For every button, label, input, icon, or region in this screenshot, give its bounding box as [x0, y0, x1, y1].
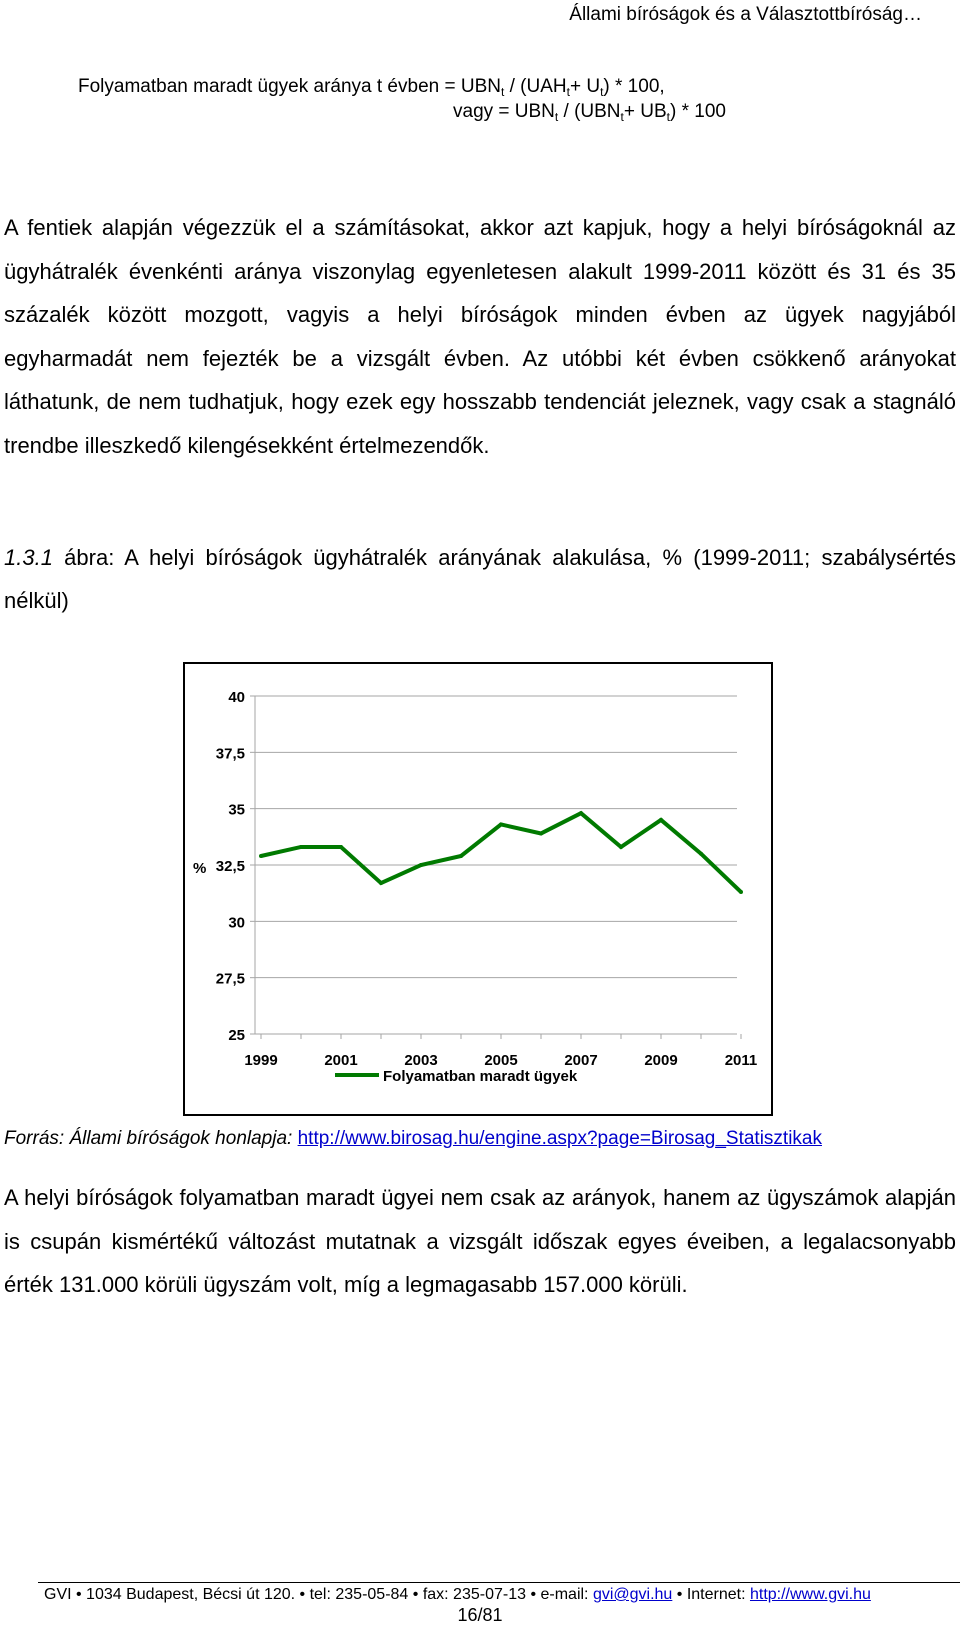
x-tick-label: 2005 [484, 1052, 518, 1069]
data-point [579, 811, 583, 815]
y-tick-label: 37,5 [215, 745, 245, 763]
data-point [499, 822, 503, 826]
y-tick-label: 35 [228, 801, 245, 819]
y-tick-label: 30 [228, 914, 245, 932]
y-tick-label: 32,5 [215, 858, 245, 875]
data-point [259, 854, 263, 858]
data-point [379, 881, 383, 885]
data-point [659, 818, 663, 822]
footer-contact: GVI • 1034 Budapest, Bécsi út 120. • tel: 235-05-84 • fax: 235-07-13 • e-mail: gvi@gvi.hu • Internet: http://www.gvi.hu [44, 1586, 871, 1603]
x-tick-label: 2003 [404, 1052, 438, 1069]
data-point [339, 845, 343, 849]
x-tick-label: 2007 [564, 1052, 598, 1069]
data-point [619, 845, 623, 849]
footer-website-link[interactable]: http://www.gvi.hu [749, 1586, 871, 1603]
y-tick-label: 25 [228, 1027, 245, 1044]
formula-line-1: Folyamatban maradt ügyek aránya t évben = $UBN_t / (UAH_t+ U_t) * 100$, [78, 76, 665, 99]
data-point [699, 852, 703, 856]
data-point [459, 854, 463, 858]
data-point [299, 845, 303, 849]
chart-frame [183, 662, 773, 1116]
source-label: Forrás: Állami bíróságok honlapja: [4, 1128, 298, 1149]
paragraph-caseload: A helyi bíróságok folyamatban maradt ügyei nem csak az arányok, hanem az ügyszámok alapján is csupán kismértékű változást mutatnak a vizsgált időszak egyes éveiben, a legalacsonyabb érték 131.000 körüli ügyszám volt, míg a legmagasabb 157.000 körüli. [4, 1185, 956, 1297]
figure-number: 1.3.1 [4, 545, 53, 570]
footer-email-link[interactable]: gvi@gvi.hu [592, 1586, 673, 1603]
page-number: 16/81 [457, 1605, 503, 1625]
source-note [4, 1128, 822, 1150]
y-tick-label: 40 [228, 689, 245, 706]
x-tick-label: 2009 [644, 1052, 678, 1069]
figure-caption [4, 536, 956, 622]
x-tick-label: 1999 [244, 1052, 278, 1069]
data-point [739, 890, 743, 894]
running-header: Állami bíróságok és a Választottbíróság… [569, 4, 922, 25]
line-chart [185, 664, 771, 1114]
footer-divider [38, 1582, 960, 1583]
legend-label: Folyamatban maradt ügyek [383, 1068, 578, 1085]
data-point [419, 863, 423, 867]
paragraph-analysis: A fentiek alapján végezzük el a számításokat, akkor azt kapjuk, hogy a helyi bíróságoknál az ügyhátralék évenkénti aránya viszonylag egyenletesen alakult 1999-2011 között és 31 és 35 százalék között mozgott, vagyis a helyi bíróságok minden évben az ügyek nagyjából egyharmadát nem fejezték be a vizsgált évben. Az utóbbi két évben csökkenő arányokat láthatunk, de nem tudhatjuk, hogy ezek egy hosszabb tendenciát jeleznek, vagy csak a stagnáló trendbe illeszkedő kilengésekként értelmezendők. [4, 215, 956, 458]
data-point [539, 831, 543, 835]
x-tick-label: 2011 [724, 1052, 758, 1069]
figure-caption-text: ábra: A helyi bíróságok ügyhátralék arányának alakulása, % (1999-2011; szabálysértés nélkül) [4, 545, 956, 613]
source-link[interactable]: http://www.birosag.hu/engine.aspx?page=Birosag_Statisztikak [297, 1128, 822, 1149]
x-tick-label: 2001 [324, 1052, 358, 1069]
y-axis-label: % [193, 860, 207, 877]
formula-line-2: vagy = $UBN_t / (UBN_t+ UB_t) * 100$ [453, 101, 726, 124]
y-tick-label: 27,5 [215, 970, 245, 988]
